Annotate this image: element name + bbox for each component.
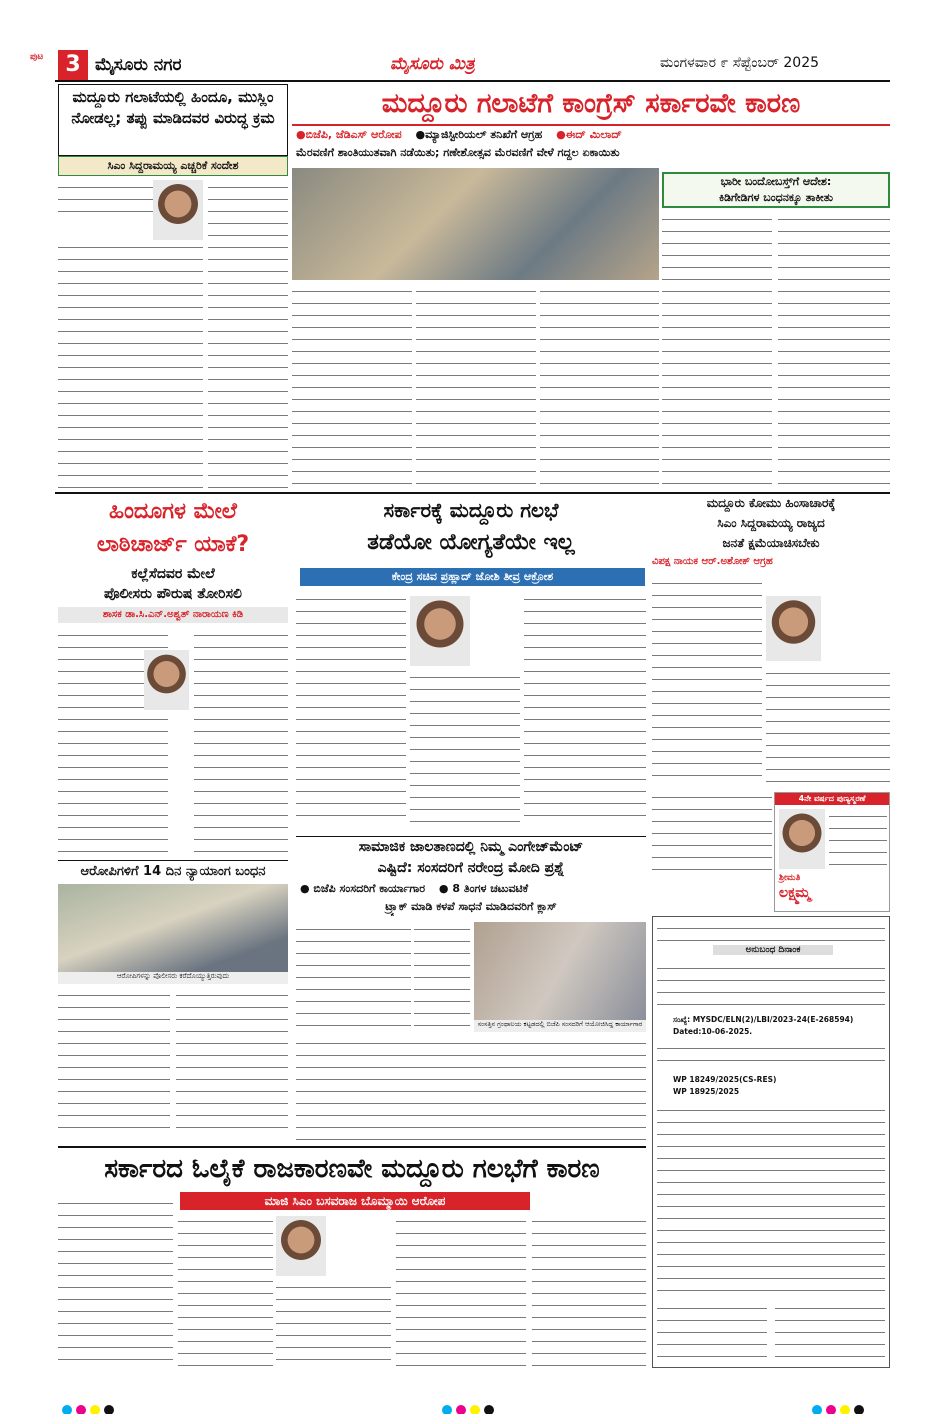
- custody-caption: ಆರೋಪಿಗಳನ್ನು ಪೊಲೀಸರು ಕರೆದೊಯ್ಯುತ್ತಿರುವುದು: [58, 972, 288, 984]
- center-headline-2: ತಡೆಯೋ ಯೋಗ್ಯತೆಯೇ ಇಲ್ಲ: [367, 530, 575, 555]
- article-text: [410, 670, 520, 827]
- article-text: [292, 284, 412, 484]
- issue-date: ಮಂಗಳವಾರ ೯ ಸೆಪ್ಟೆಂಬರ್ 2025: [660, 55, 820, 71]
- lead-bullets: [296, 128, 890, 144]
- article-text: [296, 1036, 646, 1141]
- article-text: [532, 1214, 646, 1368]
- bottom-headline: ಸರ್ಕಾರದ ಓಲೈಕೆ ರಾಜಕಾರಣವೇ ಮದ್ದೂರು ಗಲಭೆಗೆ ಕಾರಣ: [58, 1146, 646, 1190]
- lead-bullet-2: ●ಮ್ಯಾಜಿಸ್ಟೀರಿಯಲ್ ತನಿಖೆಗೆ ಆಗ್ರಹ: [415, 128, 543, 141]
- modi-bullet-1: ● ಬಿಜೆಪಿ ಸಂಸದರಿಗೆ ಕಾರ್ಯಾಗಾರ: [300, 882, 426, 895]
- right-headline-2: ಸಿಎಂ ಸಿದ್ದರಾಮಯ್ಯ ರಾಜ್ಯದ: [717, 516, 825, 530]
- side-box-title-1: ಭಾರೀ ಬಂದೋಬಸ್ತ್‌ಗೆ ಆದೇಶ:: [720, 175, 832, 188]
- side-box-title-2: ಕಿಡಿಗೇಡಿಗಳ ಬಂಧನಕ್ಕೂ ತಾಕೀತು: [718, 191, 834, 204]
- bottom-byline: ಮಾಜಿ ಸಿಎಂ ಬಸವರಾಜ ಬೊಮ್ಮಾಯಿ ಆರೋಪ: [180, 1192, 530, 1210]
- notice-case-no: ಸಂಖ್ಯೆ: MYSDC/ELN(2)/LBI/2023-24(E-268594): [673, 1015, 854, 1024]
- workshop-caption: ಸಂಸತ್ತಿನ ಗ್ರಂಥಾಲಯ ಕಟ್ಟಡದಲ್ಲಿ ಬಿಜೆಪಿ ಸಂಸದರಿಗೆ ಆಯೋಜಿಸಿದ್ದ ಕಾರ್ಯಾಗಾರ: [474, 1020, 646, 1032]
- opposition-leader-photo: [766, 596, 821, 661]
- article-text: [652, 576, 762, 786]
- hindu-headline-1: ಹಿಂದೂಗಳ ಮೇಲೆ: [109, 499, 237, 524]
- article-text: [540, 284, 659, 484]
- cm-photo: [153, 180, 203, 240]
- hindu-sub-1: ಕಲ್ಲೆಸೆದವರ ಮೇಲೆ: [131, 566, 215, 582]
- lead-bullet-3: ●ಈದ್ ಮಿಲಾದ್: [556, 128, 622, 141]
- article-text: [208, 180, 288, 490]
- page-number: 3: [58, 50, 88, 80]
- right-headline-1: ಮದ್ದೂರು ಕೋಮು ಹಿಂಸಾಚಾರಕ್ಕೆ: [706, 496, 836, 510]
- article-text: [778, 212, 890, 487]
- lead-headline: ಮದ್ದೂರು ಗಲಾಟೆಗೆ ಕಾಂಗ್ರೆಸ್ ಸರ್ಕಾರವೇ ಕಾರಣ: [292, 84, 890, 126]
- article-text: [296, 592, 406, 827]
- obituary-name: ಲಕ್ಷ್ಮಮ್ಮ: [779, 885, 811, 901]
- article-text: [524, 592, 646, 827]
- notice-writ-2: WP 18925/2025: [673, 1087, 740, 1096]
- workshop-photo: [474, 922, 646, 1020]
- minister-photo: [410, 596, 470, 666]
- article-text: [178, 1214, 273, 1368]
- obituary-text: [829, 809, 887, 869]
- obituary-box: [774, 792, 890, 912]
- notice-text: [657, 1103, 885, 1293]
- notice-text: [657, 1041, 885, 1071]
- article-text: [296, 922, 411, 1032]
- right-headline-3: ಜನತೆ ಕ್ಷಮೆಯಾಚಿಸಬೇಕು: [722, 536, 820, 550]
- article-text: [652, 790, 772, 880]
- article-text: [194, 628, 288, 858]
- custody-headline: ಆರೋಪಿಗಳಿಗೆ 14 ದಿನ ನ್ಯಾಯಾಂಗ ಬಂಧನ: [58, 860, 288, 882]
- header-rule: [55, 80, 890, 82]
- notice-address: [657, 1301, 767, 1361]
- article-text: [58, 988, 170, 1138]
- lead-bullet-1: ●ಬಿಜೆಪಿ, ಜೆಡಿಎಸ್ ಆರೋಪ: [296, 128, 402, 141]
- article-text: [414, 922, 470, 1032]
- registration-marks-left: [60, 1400, 140, 1414]
- hindu-sub-2: ಪೊಲೀಸರು ಪೌರುಷ ತೋರಿಸಲಿ: [104, 586, 242, 602]
- left-top-headline-box: [58, 84, 288, 156]
- registration-marks-center: [440, 1400, 520, 1414]
- modi-subline: ಟ್ರ್ಯಾಕ್ ಮಾಡಿ ಕಳಪೆ ಸಾಧನೆ ಮಾಡಿದವರಿಗೆ ಕ್ಲಾಸ್: [385, 900, 557, 913]
- procession-photo: [292, 168, 659, 280]
- former-cm-photo: [276, 1216, 326, 1276]
- article-text: [662, 212, 772, 487]
- article-text: [58, 240, 203, 490]
- notice-writ-1: WP 18249/2025(CS-RES): [673, 1075, 777, 1084]
- article-text: [58, 1196, 173, 1368]
- center-byline: ಕೇಂದ್ರ ಸಚಿವ ಪ್ರಹ್ಲಾದ್ ಜೋಶಿ ತೀವ್ರ ಆಕ್ರೋಶ: [300, 568, 645, 586]
- notice-title: ಅನುಬಂಧ ದಿನಾಂಕ: [713, 945, 833, 955]
- modi-headline-2: ಎಷ್ಟಿದೆ: ಸಂಸದರಿಗೆ ನರೇಂದ್ರ ಮೋದಿ ಪ್ರಶ್ನೆ: [377, 860, 565, 876]
- public-notice: [652, 916, 890, 1368]
- section-title: ಮೈಸೂರು ನಗರ: [95, 55, 182, 75]
- modi-bullet-2: ● 8 ತಿಂಗಳ ಚಟುವಟಿಕೆ: [438, 882, 529, 895]
- section-rule: [55, 492, 890, 494]
- notice-text: [657, 961, 885, 1011]
- modi-headline-1: ಸಾಮಾಜಿಕ ಜಾಲತಾಣದಲ್ಲಿ ನಿಮ್ಮ ಎಂಗೇಜ್‌ಮೆಂಟ್: [296, 836, 646, 856]
- lead-subline: ಮೆರವಣಿಗೆ ಶಾಂತಿಯುತವಾಗಿ ನಡೆಯಿತು; ಗಣೇಶೋತ್ಸವ ಮೆರವಣಿಗೆ ವೇಳೆ ಗದ್ದಲ ಏಕಾಯಿತು: [296, 146, 620, 159]
- article-text: [276, 1280, 391, 1368]
- notice-header-text: [657, 921, 885, 941]
- notice-dated: Dated:10-06-2025.: [673, 1027, 753, 1036]
- obituary-photo: [779, 809, 825, 869]
- article-text: [176, 988, 288, 1138]
- left-top-subhead: ಸಿಎಂ ಸಿದ್ದರಾಮಯ್ಯ ಎಚ್ಚರಿಕೆ ಸಂದೇಶ: [58, 156, 288, 176]
- custody-photo: [58, 884, 288, 972]
- page-prefix: ಪುಟ: [30, 52, 44, 62]
- article-text: [396, 1214, 526, 1368]
- center-headline-1: ಸರ್ಕಾರಕ್ಕೆ ಮದ್ದೂರು ಗಲಭೆ: [383, 498, 559, 522]
- right-byline: ವಿಪಕ್ಷ ನಾಯಕ ಆರ್.ಅಶೋಕ್ ಆಗ್ರಹ: [652, 556, 773, 567]
- obituary-name-prefix: ಶ್ರೀಮತಿ: [779, 873, 801, 883]
- hindu-byline: ಶಾಸಕ ಡಾ.ಸಿ.ಎನ್.ಅಶ್ವತ್ ನಾರಾಯಣ ಕಿಡಿ: [58, 607, 288, 623]
- hindu-headline-2: ಲಾಠಿಚಾರ್ಜ್ ಯಾಕೆ?: [96, 532, 250, 557]
- obituary-title: 4ನೇ ವರ್ಷದ ಪುಣ್ಯಸ್ಮರಣೆ: [775, 793, 889, 805]
- article-text: [766, 666, 890, 786]
- registration-marks-right: [810, 1400, 890, 1414]
- side-box-title: [662, 172, 890, 208]
- article-text: [58, 180, 153, 220]
- mla-photo: [144, 650, 189, 710]
- article-text: [416, 284, 536, 484]
- masthead: ಮೈಸೂರು ಮಿತ್ರ: [390, 54, 475, 74]
- left-top-headline: ಮದ್ದೂರು ಗಲಾಟೆಯಲ್ಲಿ ಹಿಂದೂ, ಮುಸ್ಲಿಂ ನೋಡಲ್ಲ; ತಪ್ಪು ಮಾಡಿದವರ ವಿರುದ್ಧ ಕ್ರಮ: [71, 88, 275, 127]
- notice-address: [775, 1301, 885, 1361]
- modi-bullets: [300, 882, 645, 898]
